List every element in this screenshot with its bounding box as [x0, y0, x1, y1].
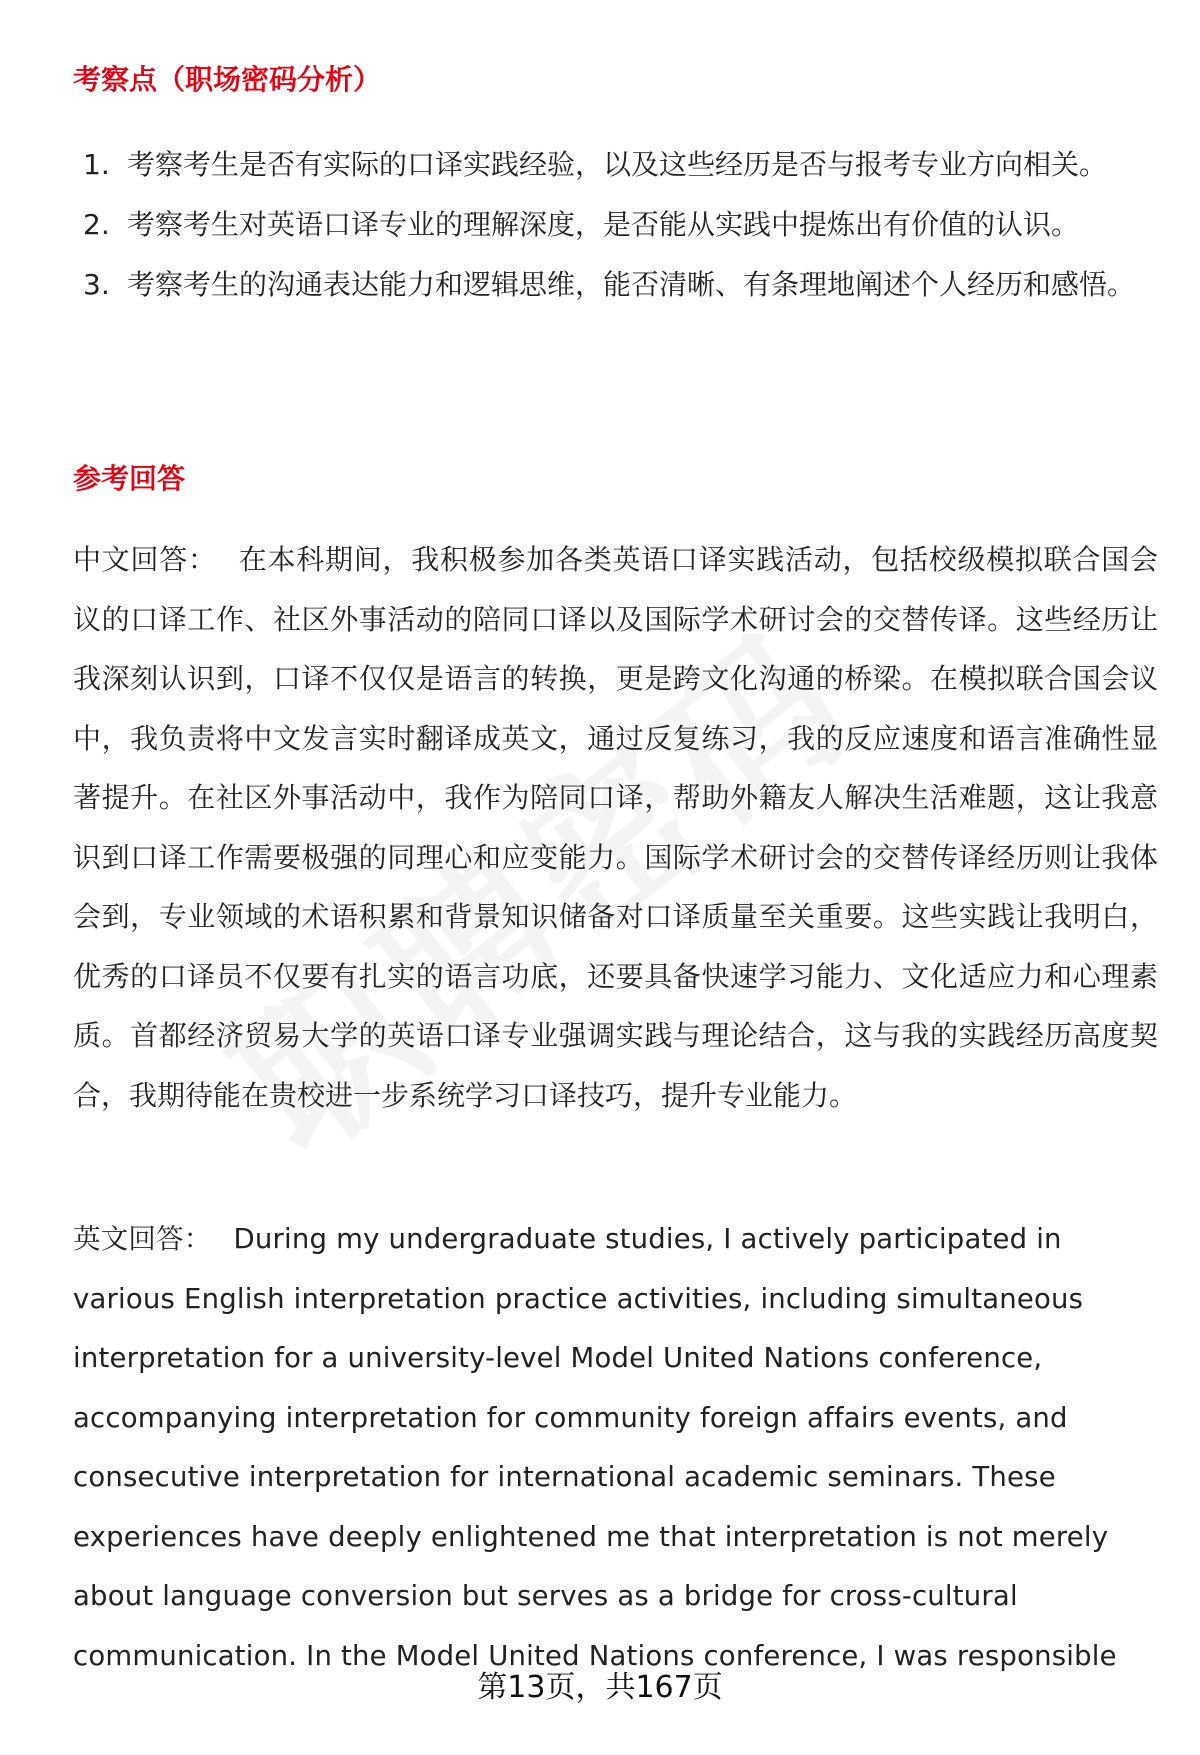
- list-number: 3.: [83, 268, 110, 301]
- points-list: [73, 135, 1153, 315]
- english-answer-text: During my undergraduate studies, I actively participated in various English interpretation practice activities, including simultaneous interpretation for a university-level Model United Nations conference, accompanying interpretation for community foreign affairs events, and consecutive interpretation for international academic seminars. These experiences have deeply enlightened me that interpretation is not merely about language conversion but serves as a bridge for cross-cultural communication. In the Model United Nations conference, I was responsible: [73, 1223, 1117, 1672]
- list-item-text: 考察考生是否有实际的口译实践经验，以及这些经历是否与报考专业方向相关。: [127, 148, 1108, 181]
- list-number: 2.: [83, 208, 110, 241]
- english-answer-label: 英文回答：: [73, 1223, 212, 1255]
- list-number: 1.: [83, 148, 110, 181]
- list-item-text: 考察考生的沟通表达能力和逻辑思维，能否清晰、有条理地阐述个人经历和感悟。: [127, 268, 1136, 301]
- chinese-answer-text: 在本科期间，我积极参加各类英语口译实践活动，包括校级模拟联合国会议的口译工作、社区外事活动的陪同口译以及国际学术研讨会的交替传译。这些经历让我深刻认识到，口译不仅仅是语言的转换，更是跨文化沟通的桥梁。在模拟联合国会议中，我负责将中文发言实时翻译成英文，通过反复练习，我的反应速度和语言准确性显著提升。在社区外事活动中，我作为陪同口译，帮助外籍友人解决生活难题，这让我意识到口译工作需要极强的同理心和应变能力。国际学术研讨会的交替传译经历则让我体会到，专业领域的术语积累和背景知识储备对口译质量至关重要。这些实践让我明白，优秀的口译员不仅要有扎实的语言功底，还要具备快速学习能力、文化适应力和心理素质。首都经济贸易大学的英语口译专业强调实践与理论结合，这与我的实践经历高度契合，我期待能在贵校进一步系统学习口译技巧，提升专业能力。: [73, 543, 1158, 1112]
- chinese-answer-label: 中文回答：: [73, 543, 217, 576]
- list-item: [73, 255, 1153, 315]
- english-answer-paragraph: [73, 1210, 1158, 1686]
- list-item: [73, 195, 1153, 255]
- section-heading-points: 考察点（职场密码分析）: [73, 63, 382, 96]
- page-footer: 第13页，共167页: [477, 1670, 723, 1705]
- list-item-text: 考察考生对英语口译专业的理解深度，是否能从实践中提炼出有价值的认识。: [127, 208, 1080, 241]
- list-item: [73, 135, 1153, 195]
- chinese-answer-paragraph: [73, 530, 1158, 1125]
- section-heading-answer: 参考回答: [73, 462, 186, 495]
